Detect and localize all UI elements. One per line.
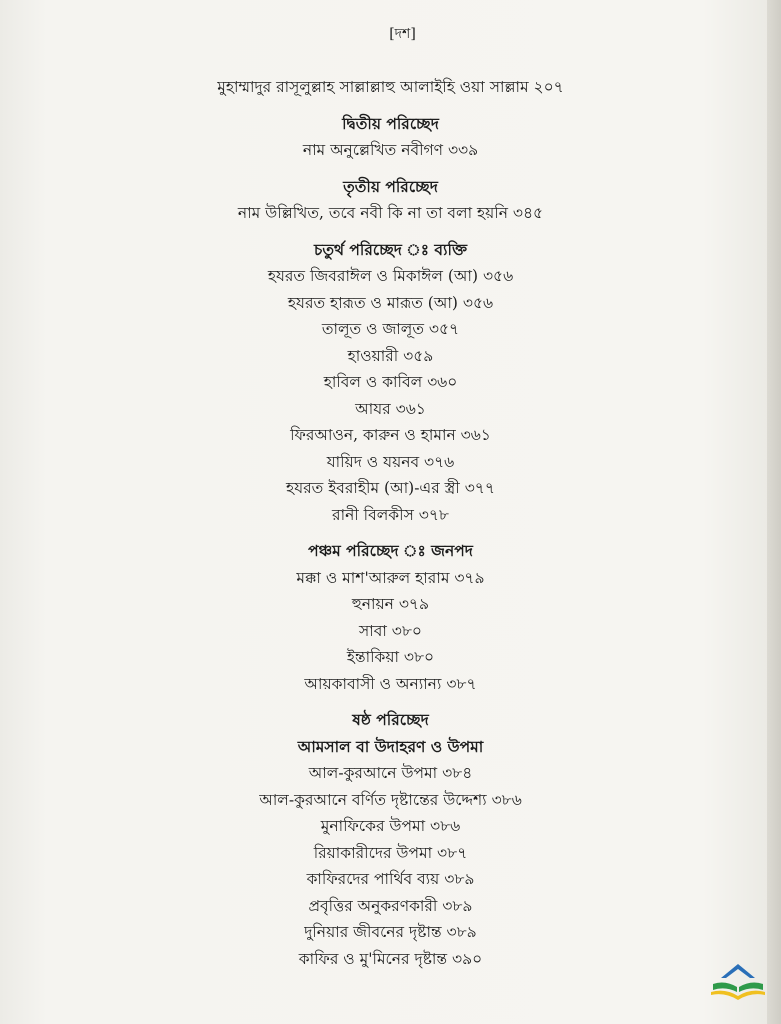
toc-entry: নাম উল্লিখিত, তবে নবী কি না তা বলা হয়নি ৩৪৫ (237, 204, 544, 222)
toc-entry: নাম অনুল্লেখিত নবীগণ ৩৩৯ (302, 141, 479, 159)
page-number: [দশ] (389, 26, 416, 42)
toc-entry: মক্কা ও মাশ'আরুল হারাম ৩৭৯ (296, 568, 485, 587)
toc-entry: কাফির ও মু'মিনের দৃষ্টান্ত ৩৯০ (298, 949, 483, 968)
section-gap (0, 164, 781, 174)
toc-entry: হুনায়ন ৩৭৯ (351, 595, 430, 613)
toc-entry: আল-কুরআনে উপমা ৩৮৪ (308, 764, 473, 782)
toc-entry: ইন্তাকিয়া ৩৮০ (346, 648, 435, 666)
toc-entry: মুহাম্মাদুর রাসূলুল্লাহ সাল্লাল্লাহু আলাইহি ওয়া সাল্লাম ২০৭ (217, 78, 564, 96)
toc-entry: আয়কাবাসী ও অন্যান্য ৩৮৭ (304, 674, 477, 693)
toc-entry: হাবিল ও কাবিল ৩৬০ (323, 373, 458, 391)
toc-entry: তালূত ও জালূত ৩৫৭ (321, 320, 460, 338)
section-gap (0, 101, 781, 111)
toc-entry: সাবা ৩৮০ (359, 621, 422, 640)
toc-entry: হাওয়ারী ৩৫৯ (347, 346, 434, 365)
toc-entry: ফিরআওন, কারুন ও হামান ৩৬১ (290, 426, 491, 444)
toc-entry: হযরত জিবরাঈল ও মিকাঈল (আ) ৩৫৬ (267, 267, 514, 285)
section-heading: দ্বিতীয় পরিচ্ছেদ (342, 113, 439, 133)
toc-entry: রানী বিলকীস ৩৭৮ (332, 505, 449, 524)
section-heading: আমসাল বা উদাহরণ ও উপমা (297, 736, 484, 756)
toc-entry: কাফিরদের পার্থিব ব্যয় ৩৮৯ (306, 870, 475, 888)
section-gap (0, 227, 781, 237)
section-heading: তৃতীয় পরিচ্ছেদ (343, 176, 438, 196)
toc-entry: আল-কুরআনে বর্ণিত দৃষ্টান্তের উদ্দেশ্য ৩৮৬ (259, 790, 522, 809)
toc-entry: যায়িদ ও যয়নব ৩৭৬ (326, 452, 455, 471)
toc-entry: দুনিয়ার জীবনের দৃষ্টান্ত ৩৮৯ (304, 923, 477, 941)
section-gap (0, 528, 781, 538)
book-house-logo-icon (707, 962, 769, 1002)
section-heading: পঞ্চম পরিচ্ছেদ ঃ জনপদ (308, 541, 473, 560)
toc-entry: আযর ৩৬১ (355, 399, 426, 418)
toc-entry: রিয়াকারীদের উপমা ৩৮৭ (313, 843, 468, 862)
toc-entry: প্রবৃত্তির অনুকরণকারী ৩৮৯ (308, 896, 473, 915)
table-of-contents (0, 74, 781, 972)
toc-entry: হযরত ইবরাহীম (আ)-এর স্ত্রী ৩৭৭ (286, 479, 495, 497)
section-heading: চতুর্থ পরিচ্ছেদ ঃ ব্যক্তি (313, 239, 468, 259)
section-gap (0, 697, 781, 707)
toc-entry: হযরত হারূত ও মারূত (আ) ৩৫৬ (287, 293, 494, 312)
toc-entry: মুনাফিকের উপমা ৩৮৬ (320, 817, 461, 835)
section-heading: ষষ্ঠ পরিচ্ছেদ (352, 710, 429, 729)
